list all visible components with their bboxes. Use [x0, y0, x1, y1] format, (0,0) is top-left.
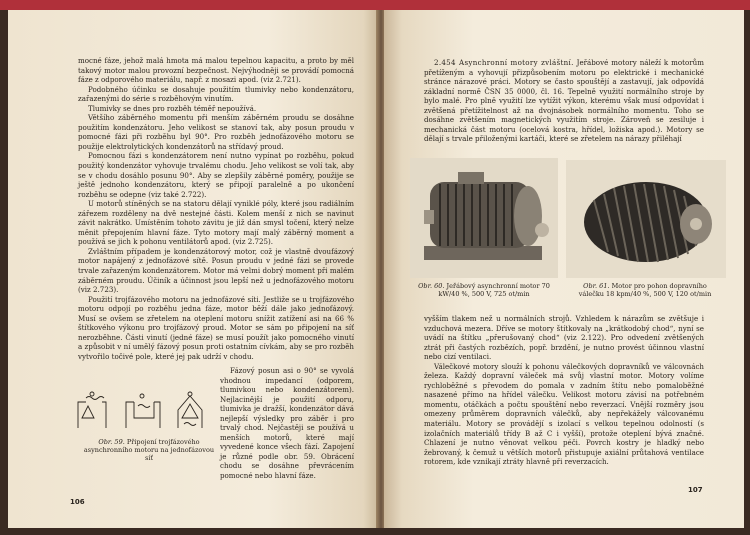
left-text-beside-figure	[220, 366, 354, 481]
figure-label: Obr. 61.	[583, 282, 610, 290]
paragraph: vyšším tlakem než u normálních strojů. Vzhledem k nárazům se zvětšuje i vzduchová mezera. Dříve se motory štítkovaly na „krátkodobý chod“, nyní se uvádí na štítku „přerušovaný chod“ (viz 2.122). Pro odvedení zvětšených ztrát při častých rozbězích, popř. brzdění, je nutno provést účinnou vlastní nebo cizí ventilaci.	[424, 314, 704, 362]
figure-caption-text: Připojení trojfázového asynchronního motoru na jednofázovou síť	[83, 438, 215, 462]
page-number: 107	[688, 486, 703, 494]
figure-label: Obr. 59.	[98, 438, 125, 446]
page-number: 106	[70, 498, 85, 506]
right-page	[384, 10, 744, 528]
paragraph: Zvláštním případem je kondenzátorový motor, což je vlastně dvoufázový motor napájený z jednofázové sítě. Posun proudu v jedné fázi se provede trvale zařazeným kondenzátorem. Motor má velmi dobrý moment při malém záběrném proudu. Účiník a účinnost jsou lepší než u jednofázového motoru (viz 2.723).	[78, 246, 354, 295]
figure-60-photo	[410, 158, 558, 278]
paragraph: U motorů stíněných se na statoru dělají vyniklé póly, které jsou radiálním zářezem rozděleny na dvě nestejné části. Kolem menší z nich se navinut závit nakrátko. Umístěním tohoto závitu je již dán smysl točení, který nelze měnit přepojením hlavní fáze. Tyto motory mají malý záběrný moment a používá se jich k pohonu ventilátorů apod. (viz 2.725).	[78, 199, 354, 247]
figure-60-caption	[414, 282, 554, 298]
section-heading: 2.454 Asynchronní motory zvláštní.	[434, 58, 574, 67]
left-text-top	[78, 56, 354, 362]
paragraph: Většího záběrného momentu při menším záběrném proudu se dosáhne použitím kondenzátoru. Jeho velikost se stanoví tak, aby posun proudu v pomocné fázi při rozběhu byl 90°. Pro rozběh jednofázového motoru se použije elektrolytických kondenzátorů na střídavý proud.	[78, 113, 354, 151]
right-text-bottom	[424, 314, 704, 467]
paragraph-body: Jeřábové motory náleží k motorům přetíženým a vyhovují přizpůsobením motoru po elektrické i mechanické stránce nárazové práci. Motory se často spouštějí a zastavují, jak odpovídá základní normě ČSN 35 0000, čl. 16. Tepelně využití normálního stroje by bylo malé. Pro plně využití lze vytížit výkon, kterému však musí odpovídat i zvětšená přetížitelnost až na dvojnásobek normálního momentu. Toho se dosáhne zvětšením magnetických využitím stroje. Zároveň se zesiluje i mechanická část motoru (ocelová kostra, hřídel, ložiska apod.). Motory se dělají s trvale přiloženými kartáči, které se zřetelem na nárazy přiléhají	[424, 58, 704, 144]
figure-59	[72, 388, 220, 438]
figure-label: Obr. 60.	[418, 282, 445, 290]
paragraph: Použití trojfázového motoru na jednofázové síti. Jestliže se u trojfázového motoru odpojí po rozběhu jedna fáze, motor běží dále jako jednofázový. Musí se ovšem se zřetelem na oteplení motoru snížit zatížení asi na 66 % štítkového výkonu pro trojfázový proud. Motor se sám po připojení na síť nerozběhne. Části vinutí (jedné fáze) se musí použít jako pomocného vinutí a způsobit v ní umělý fázový posun proti ostatním cívkám, aby se pro rozběh vytvořilo točivé pole, které jej pak udrží v chodu.	[78, 294, 354, 361]
paragraph: Tlumivky se dnes pro rozběh téměř nepoužívá.	[88, 103, 257, 113]
crane-motor-image	[410, 158, 558, 278]
paragraph: Podobného účinku se dosahuje použitím tlumivky nebo kondenzátoru, zařazenými do série s rozběhovým vinutím.	[78, 84, 354, 104]
figure-61-caption	[570, 282, 720, 298]
paragraph: Válečkové motory slouží k pohonu válečkových dopravníků ve válcovnách železa. Každý dopravní váleček má svůj vlastní motor. Motory volíme rychloběžné s převodem do pomala v zadním štítu nebo pomaloběžné nasazené přímo na hřídel válečku. Velikost motoru závisí na potřebném momentu, otáčkách a počtu spouštění nebo reverzací. Vnější rozměry jsou omezeny průměrem dopravních válečků, aby nepřekážely válcovanému materiálu. Motory se provádějí s izolací s velkou tepelnou odolností (s izolačních materiálů třídy B až C i vyšší), protože oteplení bývá značné. Chlazení je nutno věnovat velkou péči. Povrch kostry je hladký nebo žebrovaný, k čemuž u větších motorů přistupuje axiální průtahová ventilace rotorem, kde vznikají ztráty hlavně při reverzacích.	[424, 361, 704, 467]
right-text-top	[424, 58, 704, 144]
figure-59-caption	[80, 438, 218, 462]
paragraph: Pomocnou fázi s kondenzátorem není nutno vypínat po rozběhu, pokud použitý kondenzátor vyhovuje trvalému chodu. Jeho velikost se volí tak, aby se v chodu dosáhlo posunu 90°. Aby se zlepšily záběrné poměry, použije se ještě jednoho kondenzátoru, který se připojí paralelně a po ukončení rozběhu se odepne (viz také 2.722).	[78, 151, 354, 199]
book-cover-edge	[0, 0, 750, 10]
intro-paragraph	[424, 58, 704, 144]
figure-61-photo	[566, 160, 726, 278]
wiring-diagram-illustration	[72, 388, 220, 438]
figure-caption-text: Jeřábový asynchronní motor 70 kW/40 %, 500 V, 725 ot/min	[438, 282, 550, 298]
paragraph: Fázový posun asi o 90° se vyvolá vhodnou impedancí (odporem, tlumivkou nebo kondenzátorem). Nejlacinější je použití odporu, tlumivka je dražší, kondenzátor dává nejlepší výsledky pro záběr i pro trvalý chod. Nejčastěji se používá u menších motorů, které mají vyvedené konce všech fází. Zapojení je různé podle obr. 59. Obrácení chodu se dosáhne převrácením pomocné nebo hlavní fáze.	[220, 366, 354, 481]
roller-motor-image	[566, 160, 726, 278]
left-page	[8, 10, 378, 528]
paragraph: mocné fáze, jehož malá hmota má malou tepelnou kapacitu, a proto by měl takový motor malou provozní bezpečnost. Nejvýhodněji se provádí pomocná fáze z odporového materiálu, např. z mosazi apod. (viz 2.721).	[78, 56, 354, 85]
figure-caption-text: Motor pro pohon dopravního válečku 18 kpm/40 %, 500 V, 120 ot/min	[578, 282, 712, 298]
